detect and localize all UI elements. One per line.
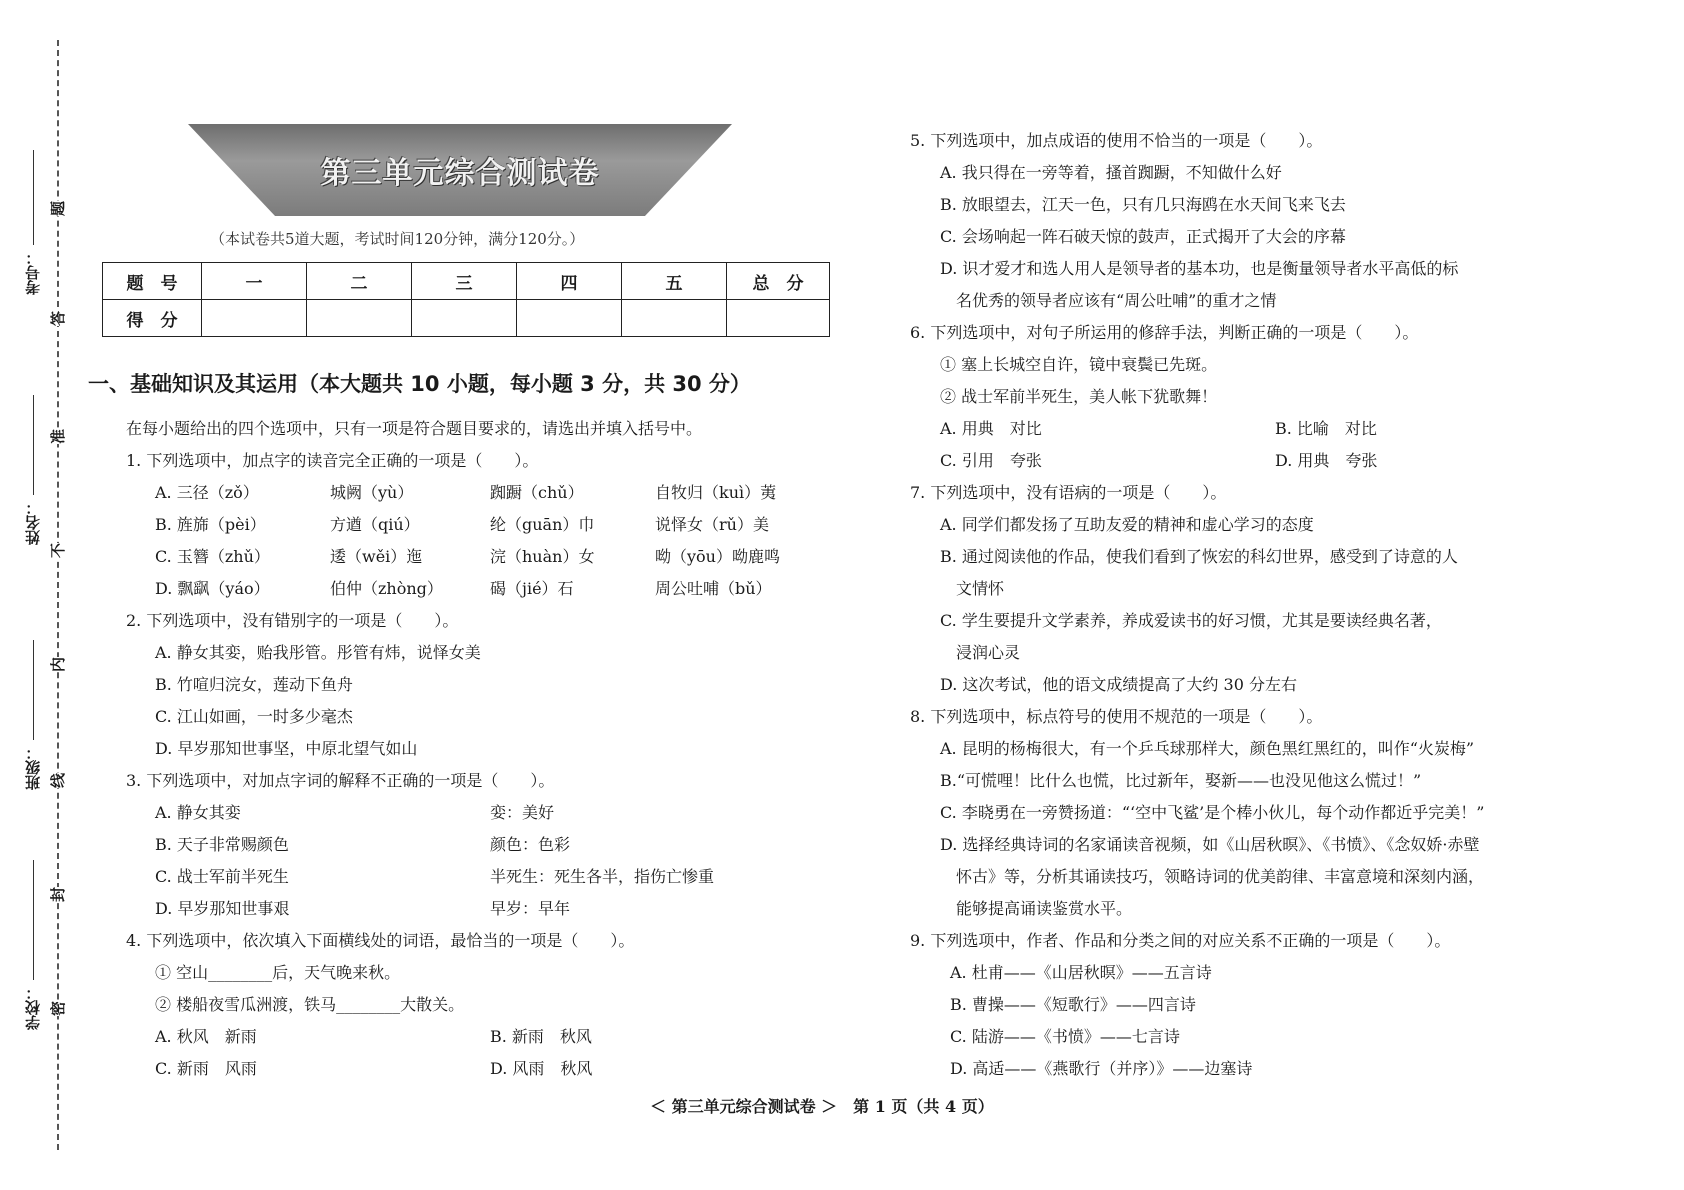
option-line: 怀古》等，分析其诵读技巧，领略诗词的优美韵律、丰富意境和深刻内涵，	[940, 867, 1485, 886]
question-stem: 8. 下列选项中，标点符号的使用不规范的一项是（ ）。	[910, 707, 1323, 726]
option-line: 名优秀的领导者应该有“周公吐哺”的重才之情	[940, 291, 1277, 310]
option-line: D. 识才爱才和选人用人是领导者的基本功，也是衡量领导者水平高低的标	[940, 259, 1459, 278]
label-class: 班级：	[24, 745, 42, 790]
question-stem: 4. 下列选项中，依次填入下面横线处的词语，最恰当的一项是（ ）。	[126, 931, 635, 950]
option-line: B. 通过阅读他的作品，使我们看到了恢宏的科幻世界，感受到了诗意的人	[940, 547, 1458, 566]
option-cell: 颜色：色彩	[490, 835, 571, 854]
option-line: A. 昆明的杨梅很大，有一个乒乓球那样大，颜色黑红黑红的，叫作“火炭梅”	[940, 739, 1475, 758]
option-cell: A. 静女其娈	[155, 803, 241, 822]
table-cell: 三	[412, 263, 517, 300]
seal-char: 密	[45, 1001, 70, 1016]
option-line: D. 早岁那知世事坚，中原北望气如山	[155, 739, 418, 758]
option-line: C. 会场响起一阵石破天惊的鼓声，正式揭开了大会的序幕	[940, 227, 1346, 246]
score-cell[interactable]	[202, 300, 307, 337]
score-cell[interactable]	[622, 300, 727, 337]
seal-char: 内	[45, 657, 70, 672]
question-stem: 6. 下列选项中，对句子所运用的修辞手法，判断正确的一项是（ ）。	[910, 323, 1419, 342]
option-line: D. 高适——《燕歌行（并序）》——边塞诗	[950, 1059, 1253, 1078]
option-cell: 半死生：死生各半，指伤亡惨重	[490, 867, 715, 886]
score-table	[102, 262, 830, 337]
option-line: D. 这次考试，他的语文成绩提高了大约 30 分左右	[940, 675, 1297, 694]
fill-item: ① 空山________后，天气晚来秋。	[155, 963, 401, 982]
score-table-header-row	[103, 263, 830, 300]
score-cell[interactable]	[307, 300, 412, 337]
exam-number-blank[interactable]	[33, 150, 34, 245]
seal-char: 不	[45, 543, 70, 558]
class-blank[interactable]	[33, 640, 34, 740]
option-cell: 碣（jié）石	[490, 579, 574, 598]
option-cell: D. 飘飖（yáo）	[155, 579, 270, 598]
option-cell: 娈：美好	[490, 803, 555, 822]
option-line: B.“可慌哩！比什么也慌，比过新年，娶新——也没见他这么慌过！”	[940, 771, 1422, 790]
question-stem: 2. 下列选项中，没有错别字的一项是（ ）。	[126, 611, 459, 630]
option-line: C. 江山如画，一时多少毫杰	[155, 707, 353, 726]
option-cell: D. 用典 夸张	[1275, 451, 1378, 470]
option-line: C. 李晓勇在一旁赞扬道：“‘空中飞鲨’是个棒小伙儿，每个动作都近乎完美！”	[940, 803, 1485, 822]
table-cell: 得 分	[103, 300, 202, 337]
label-exam-number: 考号：	[24, 250, 42, 295]
question-stem: 1. 下列选项中，加点字的读音完全正确的一项是（ ）。	[126, 451, 539, 470]
option-cell: A. 三径（zǒ）	[155, 483, 259, 502]
binding-strip	[0, 0, 80, 1190]
seal-char: 线	[45, 773, 70, 788]
option-line: B. 放眼望去，江天一色，只有几只海鸥在水天间飞来飞去	[940, 195, 1346, 214]
option-line: A. 杜甫——《山居秋暝》——五言诗	[950, 963, 1212, 982]
seal-char: 题	[45, 201, 70, 216]
option-cell: 自牧归（kuì）荑	[655, 483, 777, 502]
option-line: B. 曹操——《短歌行》——四言诗	[950, 995, 1196, 1014]
option-cell: B. 旌旆（pèi）	[155, 515, 266, 534]
option-cell: B. 新雨 秋风	[490, 1027, 592, 1046]
option-cell: 早岁：早年	[490, 899, 571, 918]
exam-note: （本试卷共5道大题，考试时间120分钟，满分120分。）	[210, 230, 585, 248]
label-school: 学校：	[24, 985, 42, 1030]
option-cell: C. 战士军前半死生	[155, 867, 289, 886]
page-title: 第三单元综合测试卷	[320, 156, 600, 191]
option-line: B. 竹喧归浣女，莲动下鱼舟	[155, 675, 353, 694]
question-stem: 7. 下列选项中，没有语病的一项是（ ）。	[910, 483, 1227, 502]
option-line: C. 陆游——《书愤》——七言诗	[950, 1027, 1180, 1046]
name-blank[interactable]	[33, 395, 34, 495]
table-cell: 题 号	[103, 263, 202, 300]
seal-char: 封	[45, 887, 70, 902]
option-cell: C. 引用 夸张	[940, 451, 1042, 470]
question-stem: 9. 下列选项中，作者、作品和分类之间的对应关系不正确的一项是（ ）。	[910, 931, 1451, 950]
table-cell: 总 分	[727, 263, 830, 300]
option-cell: C. 新雨 风雨	[155, 1059, 257, 1078]
option-cell: D. 早岁那知世事艰	[155, 899, 290, 918]
score-cell[interactable]	[727, 300, 830, 337]
option-line: C. 学生要提升文学素养，养成爱读书的好习惯，尤其是要读经典名著，	[940, 611, 1442, 630]
option-cell: 呦（yōu）呦鹿鸣	[655, 547, 780, 566]
option-line: D. 选择经典诗词的名家诵读音视频，如《山居秋暝》、《书愤》、《念奴娇·赤壁	[940, 835, 1480, 854]
table-cell: 一	[202, 263, 307, 300]
school-blank[interactable]	[33, 860, 34, 980]
option-cell: A. 秋风 新雨	[155, 1027, 257, 1046]
option-line: 能够提高诵读鉴赏水平。	[940, 899, 1133, 918]
option-cell: A. 用典 对比	[940, 419, 1042, 438]
option-line: A. 我只得在一旁等着，搔首踟蹰，不知做什么好	[940, 163, 1282, 182]
question-stem: 5. 下列选项中，加点成语的使用不恰当的一项是（ ）。	[910, 131, 1323, 150]
table-cell: 五	[622, 263, 727, 300]
table-cell: 四	[517, 263, 622, 300]
option-cell: B. 比喻 对比	[1275, 419, 1377, 438]
option-line: A. 静女其娈，贻我彤管。彤管有炜，说怿女美	[155, 643, 481, 662]
option-cell: 踟蹰（chǔ）	[490, 483, 584, 502]
page-footer: ＜ 第三单元综合测试卷 ＞ 第 1 页（共 4 页）	[650, 1097, 994, 1116]
quote-item: ② 战士军前半死生，美人帐下犹歌舞！	[940, 387, 1218, 406]
question-stem: 3. 下列选项中，对加点字词的解释不正确的一项是（ ）。	[126, 771, 555, 790]
option-cell: 方遒（qiú）	[330, 515, 420, 534]
title-banner	[188, 124, 732, 216]
option-cell: 浣（huàn）女	[490, 547, 595, 566]
score-cell[interactable]	[412, 300, 517, 337]
quote-item: ① 塞上长城空自许，镜中衰鬓已先斑。	[940, 355, 1218, 374]
score-table-score-row	[103, 300, 830, 337]
table-cell: 二	[307, 263, 412, 300]
option-line: A. 同学们都发扬了互助友爱的精神和虚心学习的态度	[940, 515, 1314, 534]
score-cell[interactable]	[517, 300, 622, 337]
option-cell: D. 风雨 秋风	[490, 1059, 593, 1078]
option-cell: 纶（guān）巾	[490, 515, 595, 534]
option-cell: C. 玉簪（zhǔ）	[155, 547, 270, 566]
seal-char: 答	[45, 311, 70, 326]
option-cell: 周公吐哺（bǔ）	[655, 579, 772, 598]
seal-char: 准	[45, 429, 70, 444]
section-instruction: 在每小题给出的四个选项中，只有一项是符合题目要求的，请选出并填入括号中。	[126, 419, 703, 438]
option-line: 浸润心灵	[940, 643, 1021, 662]
section-heading: 一、基础知识及其运用（本大题共 10 小题，每小题 3 分，共 30 分）	[88, 372, 751, 396]
option-cell: 逶（wěi）迤	[330, 547, 423, 566]
fill-item: ② 楼船夜雪瓜洲渡，铁马________大散关。	[155, 995, 465, 1014]
option-cell: 伯仲（zhòng）	[330, 579, 443, 598]
option-cell: 说怿女（rǔ）美	[655, 515, 769, 534]
label-name: 姓名：	[24, 500, 42, 545]
option-line: 文情怀	[940, 579, 1005, 598]
option-cell: B. 天子非常赐颜色	[155, 835, 289, 854]
option-cell: 城阙（yù）	[330, 483, 414, 502]
